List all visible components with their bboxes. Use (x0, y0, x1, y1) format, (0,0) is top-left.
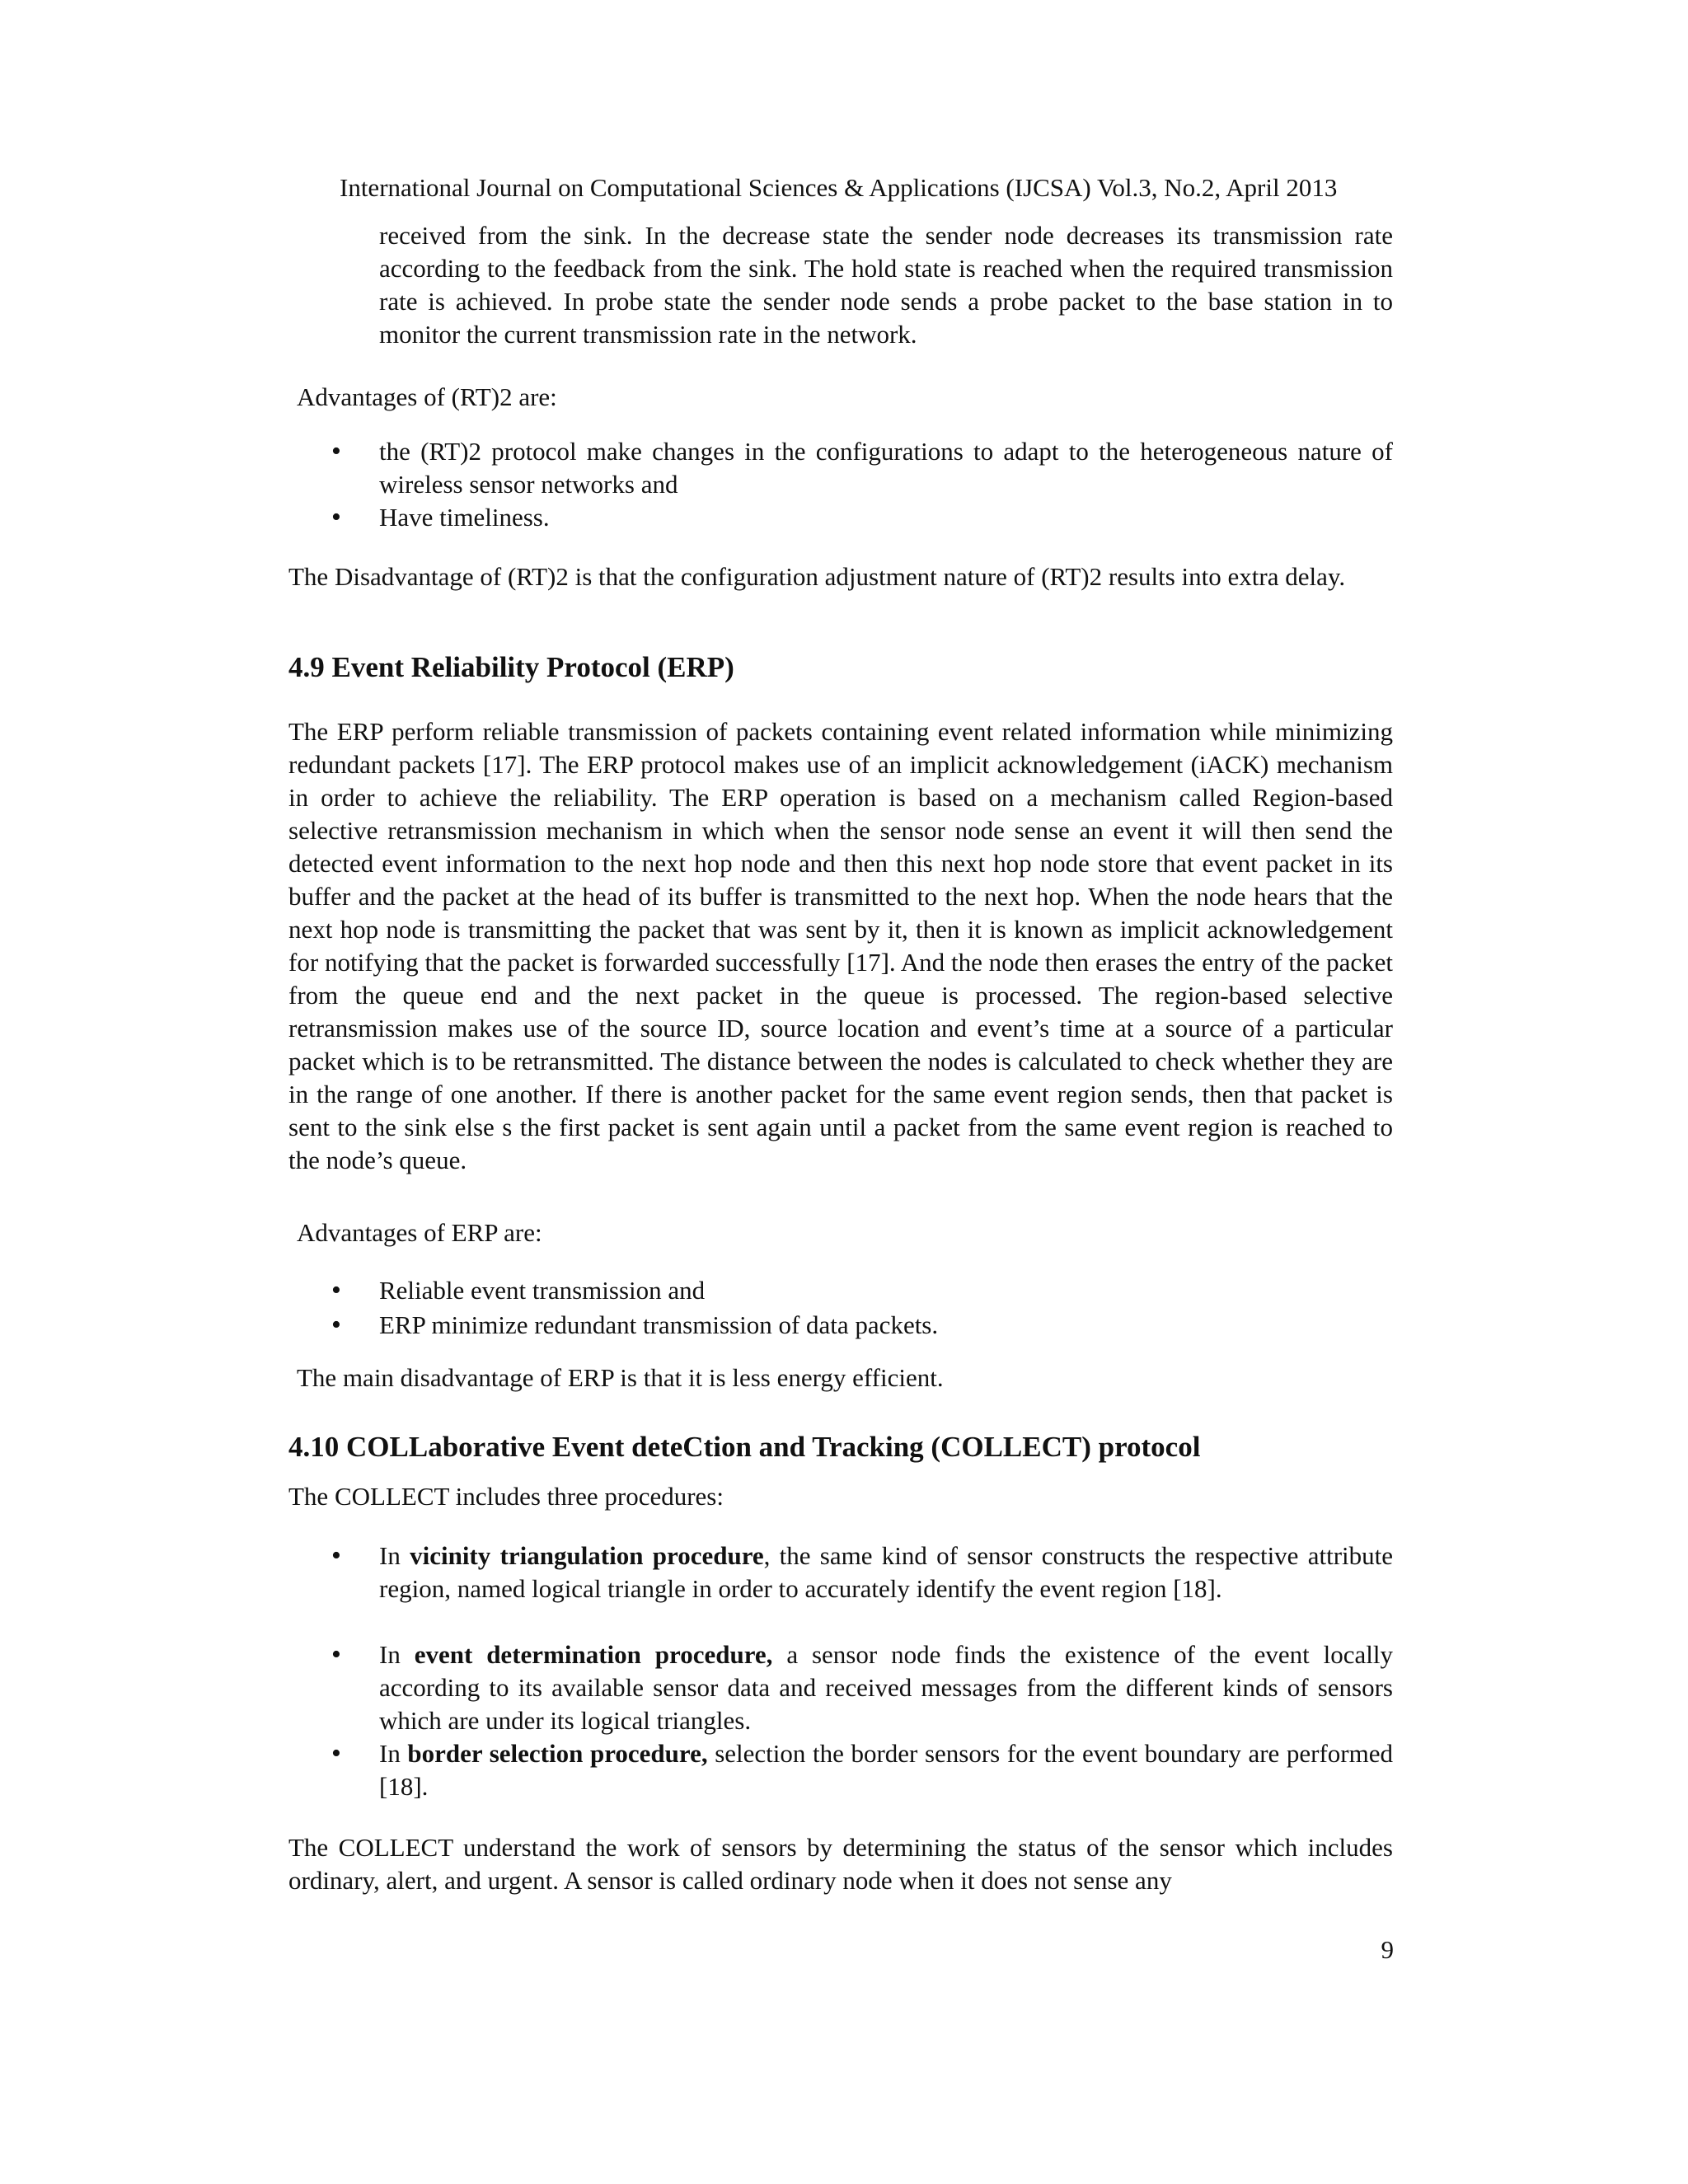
bullet-icon: • (331, 436, 341, 466)
page-number: 9 (1381, 1935, 1394, 1964)
collect-bullet-3: In border selection procedure, selection the border sensors for the event boundary are performed [18]. (379, 1739, 1393, 1801)
erp-advantages-label: Advantages of ERP are: (297, 1218, 542, 1247)
erp-bullet-1: Reliable event transmission and (379, 1276, 706, 1305)
rt2-bullet-2: Have timeliness. (379, 503, 550, 532)
rt2-bullet-1: the (RT)2 protocol make changes in the configurations to adapt to the heterogeneous nature of wireless sensor networks and (379, 437, 1393, 499)
section-heading-collect: 4.10 COLLaborative Event deteCtion and Tracking (COLLECT) protocol (288, 1431, 1201, 1463)
collect-bullet-1: In vicinity triangulation procedure, the same kind of sensor constructs the respective attribute region, named logical triangle in order to accurately identify the event region [18]. (379, 1541, 1393, 1603)
erp-disadvantage: The main disadvantage of ERP is that it is less energy efficient. (297, 1363, 944, 1392)
collect-bullet-2: In event determination procedure, a sensor node finds the existence of the event locally according to its available sensor data and received messages from the different kinds of sensors which are under its logical triangles. (379, 1640, 1393, 1735)
erp-bullet-2: ERP minimize redundant transmission of data packets. (379, 1310, 939, 1339)
bullet-icon: • (331, 1310, 341, 1340)
bullet-icon: • (331, 1275, 341, 1305)
erp-paragraph: The ERP perform reliable transmission of packets containing event related information while minimizing redundant packets [17]. The ERP protocol makes use of an implicit acknowledgement (iACK) mechanism in order to achieve the reliability. The ERP operation is based on a mechanism called Region-based selective retransmission mechanism in which when the sensor node sense an event it will then send the detected event information to the next hop node and then this next hop node store that event packet in its buffer and the packet at the head of its buffer is transmitted to the next hop. When the node hears that the next hop node is transmitting the packet that was sent by it, then it is known as implicit acknowledgement for notifying that the packet is forwarded successfully [17]. And the node then erases the entry of the packet from the queue end and the next packet in the queue is processed. The region-based selective retransmission makes use of the source ID, source location and event’s time at a source of a particular packet which is to be retransmitted. The distance between the nodes is calculated to check whether they are in the range of one another. If there is another packet for the same event region sends, then that packet is sent to the sink else s the first packet is sent again until a packet from the same event region is reached to the node’s queue. (288, 717, 1393, 1174)
collect-closing-paragraph: The COLLECT understand the work of sensors by determining the status of the sensor which includes ordinary, alert, and urgent. A sensor is called ordinary node when it does not sense any (288, 1833, 1393, 1895)
section-heading-erp: 4.9 Event Reliability Protocol (ERP) (288, 651, 734, 683)
bullet-icon: • (331, 1639, 341, 1670)
bullet-icon: • (331, 1738, 341, 1769)
rt2-advantages-label: Advantages of (RT)2 are: (297, 382, 557, 411)
bullet-icon: • (331, 1540, 341, 1571)
running-header: International Journal on Computational Sciences & Applications (IJCSA) Vol.3, No.2, April 2013 (340, 173, 1338, 202)
bullet-icon: • (331, 502, 341, 532)
collect-intro: The COLLECT includes three procedures: (288, 1482, 724, 1511)
rt2-disadvantage: The Disadvantage of (RT)2 is that the configuration adjustment nature of (RT)2 results into extra delay. (288, 562, 1346, 591)
intro-paragraph: received from the sink. In the decrease state the sender node decreases its transmission rate according to the feedback from the sink. The hold state is reached when the required transmission rate is achieved. In probe state the sender node sends a probe packet to the base station in to monitor the current transmission rate in the network. (379, 221, 1393, 349)
